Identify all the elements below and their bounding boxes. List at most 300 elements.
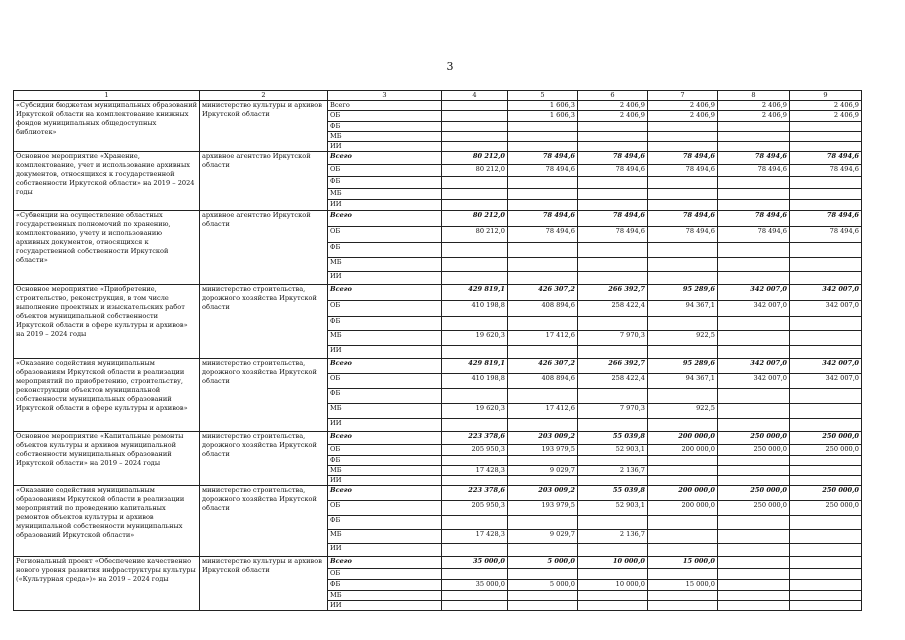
value-cell: 9 029,7 [508, 466, 578, 476]
value-cell [442, 569, 508, 580]
value-cell [508, 132, 578, 142]
value-cell [578, 346, 648, 359]
value-cell: 426 307,2 [508, 359, 578, 374]
funding-source: ОБ [328, 301, 442, 317]
value-cell [442, 476, 508, 486]
value-cell: 429 819,1 [442, 359, 508, 374]
table-row [14, 359, 862, 374]
value-cell [718, 569, 790, 580]
funding-source: ФБ [328, 177, 442, 189]
header-cell: 6 [578, 91, 648, 101]
table-header-row [14, 91, 862, 101]
value-cell: 78 494,6 [790, 152, 862, 165]
value-cell [648, 122, 718, 132]
value-cell [508, 591, 578, 601]
value-cell: 250 000,0 [790, 432, 862, 445]
value-cell [648, 544, 718, 557]
table-body [14, 91, 862, 611]
value-cell: 94 367,1 [648, 301, 718, 317]
value-cell: 52 903,1 [578, 501, 648, 516]
value-cell: 9 029,7 [508, 530, 578, 544]
value-cell [442, 317, 508, 331]
value-cell [578, 243, 648, 258]
value-cell: 10 000,0 [578, 557, 648, 569]
value-cell [648, 258, 718, 272]
value-cell [578, 200, 648, 211]
value-cell [790, 346, 862, 359]
value-cell [578, 456, 648, 466]
funding-source: ИИ [328, 346, 442, 359]
value-cell [718, 419, 790, 432]
value-cell [718, 346, 790, 359]
value-cell: 429 819,1 [442, 285, 508, 301]
value-cell [648, 601, 718, 611]
value-cell: 2 406,9 [790, 101, 862, 111]
value-cell [442, 200, 508, 211]
value-cell: 7 970,3 [578, 404, 648, 419]
value-cell [790, 601, 862, 611]
header-cell: 1 [14, 91, 200, 101]
value-cell: 193 979,5 [508, 501, 578, 516]
value-cell [508, 122, 578, 132]
value-cell [578, 569, 648, 580]
funding-source: ОБ [328, 227, 442, 243]
value-cell: 78 494,6 [718, 211, 790, 227]
value-cell: 78 494,6 [648, 165, 718, 177]
value-cell [718, 530, 790, 544]
value-cell [718, 591, 790, 601]
value-cell [578, 177, 648, 189]
header-cell: 3 [328, 91, 442, 101]
value-cell: 78 494,6 [508, 152, 578, 165]
value-cell [790, 389, 862, 404]
measure-name: Основное мероприятие «Хранение, комплектование, учет и использование архивных документов, относящихся к государственной собственности Иркутской области» на 2019 – 2024 годы [14, 152, 200, 211]
value-cell: 78 494,6 [508, 211, 578, 227]
funding-source: ИИ [328, 601, 442, 611]
executor: министерство строительства, дорожного хозяйства Иркутской области [200, 285, 328, 359]
value-cell [442, 591, 508, 601]
value-cell [790, 557, 862, 569]
value-cell [790, 569, 862, 580]
value-cell: 80 212,0 [442, 227, 508, 243]
value-cell: 80 212,0 [442, 165, 508, 177]
value-cell [718, 404, 790, 419]
value-cell [442, 272, 508, 285]
value-cell: 426 307,2 [508, 285, 578, 301]
executor: министерство культуры и архивов Иркутской области [200, 101, 328, 152]
value-cell [790, 272, 862, 285]
value-cell: 342 007,0 [790, 301, 862, 317]
funding-source: МБ [328, 258, 442, 272]
value-cell: 205 950,3 [442, 501, 508, 516]
value-cell [790, 243, 862, 258]
table-row [14, 486, 862, 501]
value-cell: 78 494,6 [790, 165, 862, 177]
funding-source: Всего [328, 101, 442, 111]
value-cell: 55 039,8 [578, 432, 648, 445]
value-cell [790, 317, 862, 331]
value-cell: 410 198,8 [442, 374, 508, 389]
value-cell: 80 212,0 [442, 152, 508, 165]
value-cell [718, 177, 790, 189]
funding-source: ФБ [328, 243, 442, 258]
value-cell [718, 243, 790, 258]
value-cell: 250 000,0 [718, 486, 790, 501]
value-cell: 78 494,6 [508, 227, 578, 243]
funding-source: ИИ [328, 142, 442, 152]
value-cell [578, 591, 648, 601]
value-cell [442, 544, 508, 557]
value-cell: 342 007,0 [718, 359, 790, 374]
value-cell: 200 000,0 [648, 432, 718, 445]
executor: министерство строительства, дорожного хозяйства Иркутской области [200, 432, 328, 486]
funding-source: ФБ [328, 122, 442, 132]
value-cell [648, 476, 718, 486]
value-cell [508, 142, 578, 152]
value-cell: 2 406,9 [790, 111, 862, 122]
value-cell: 408 894,6 [508, 374, 578, 389]
value-cell [578, 544, 648, 557]
value-cell [648, 132, 718, 142]
value-cell [578, 389, 648, 404]
value-cell [508, 317, 578, 331]
value-cell: 2 406,9 [718, 111, 790, 122]
value-cell: 258 422,4 [578, 301, 648, 317]
value-cell [508, 189, 578, 200]
value-cell [718, 389, 790, 404]
value-cell [508, 516, 578, 530]
value-cell: 193 979,5 [508, 445, 578, 456]
value-cell: 19 620,3 [442, 331, 508, 346]
funding-source: ИИ [328, 272, 442, 285]
value-cell [508, 569, 578, 580]
value-cell: 7 970,3 [578, 331, 648, 346]
value-cell: 17 428,3 [442, 530, 508, 544]
measure-name: «Оказание содействия муниципальным образованиям Иркутской области в реализации мероприятий по проведению капитальных ремонтов объектов культуры и архивов муниципальной собственности муниципальных образований Иркутской области» [14, 486, 200, 557]
measure-name: «Субвенции на осуществление областных государственных полномочий по хранению, комплектованию, учету и использованию архивных документов, относящихся к государственной собственности Иркутской области» [14, 211, 200, 285]
value-cell: 55 039,8 [578, 486, 648, 501]
value-cell: 5 000,0 [508, 557, 578, 569]
funding-source: Всего [328, 152, 442, 165]
value-cell: 342 007,0 [790, 285, 862, 301]
value-cell: 78 494,6 [578, 227, 648, 243]
funding-source: МБ [328, 132, 442, 142]
value-cell [442, 111, 508, 122]
value-cell [718, 122, 790, 132]
value-cell: 408 894,6 [508, 301, 578, 317]
funding-table [13, 90, 862, 611]
value-cell [648, 466, 718, 476]
value-cell: 200 000,0 [648, 486, 718, 501]
value-cell: 223 378,6 [442, 486, 508, 501]
value-cell [442, 122, 508, 132]
value-cell [790, 331, 862, 346]
value-cell [442, 142, 508, 152]
value-cell [508, 544, 578, 557]
funding-source: ФБ [328, 456, 442, 466]
value-cell [578, 476, 648, 486]
value-cell [578, 272, 648, 285]
value-cell [790, 591, 862, 601]
executor: министерство строительства, дорожного хозяйства Иркутской области [200, 359, 328, 432]
funding-source: Всего [328, 432, 442, 445]
value-cell: 2 136,7 [578, 466, 648, 476]
value-cell [718, 200, 790, 211]
value-cell: 78 494,6 [508, 165, 578, 177]
value-cell [718, 272, 790, 285]
value-cell [442, 243, 508, 258]
value-cell [718, 557, 790, 569]
value-cell [508, 601, 578, 611]
table-row [14, 432, 862, 445]
value-cell [718, 466, 790, 476]
funding-source: ФБ [328, 317, 442, 331]
value-cell: 250 000,0 [790, 501, 862, 516]
value-cell: 203 009,2 [508, 486, 578, 501]
value-cell: 250 000,0 [790, 445, 862, 456]
value-cell: 410 198,8 [442, 301, 508, 317]
value-cell: 258 422,4 [578, 374, 648, 389]
value-cell: 266 392,7 [578, 285, 648, 301]
value-cell: 922,5 [648, 404, 718, 419]
funding-source: МБ [328, 591, 442, 601]
value-cell [442, 346, 508, 359]
funding-source: ОБ [328, 501, 442, 516]
value-cell: 78 494,6 [648, 152, 718, 165]
value-cell [442, 132, 508, 142]
measure-name: «Субсидии бюджетам муниципальных образований Иркутской области на комплектование книжных фондов муниципальных общедоступных библиотек» [14, 101, 200, 152]
value-cell [790, 122, 862, 132]
value-cell [790, 200, 862, 211]
funding-source: ОБ [328, 165, 442, 177]
value-cell [442, 456, 508, 466]
header-cell: 4 [442, 91, 508, 101]
value-cell [790, 132, 862, 142]
value-cell: 223 378,6 [442, 432, 508, 445]
value-cell [508, 476, 578, 486]
value-cell: 203 009,2 [508, 432, 578, 445]
header-cell: 9 [790, 91, 862, 101]
value-cell [718, 142, 790, 152]
value-cell: 78 494,6 [578, 211, 648, 227]
table-row [14, 285, 862, 301]
value-cell [790, 177, 862, 189]
funding-source: Всего [328, 486, 442, 501]
value-cell [508, 272, 578, 285]
value-cell [648, 272, 718, 285]
value-cell: 250 000,0 [718, 432, 790, 445]
table-row [14, 101, 862, 111]
value-cell [508, 419, 578, 432]
value-cell: 1 606,3 [508, 101, 578, 111]
value-cell [648, 317, 718, 331]
value-cell [718, 580, 790, 591]
value-cell: 342 007,0 [790, 359, 862, 374]
value-cell [648, 530, 718, 544]
value-cell: 94 367,1 [648, 374, 718, 389]
funding-source: ИИ [328, 200, 442, 211]
value-cell [648, 389, 718, 404]
value-cell: 250 000,0 [718, 445, 790, 456]
value-cell [648, 456, 718, 466]
value-cell [718, 476, 790, 486]
value-cell [718, 317, 790, 331]
value-cell [648, 243, 718, 258]
executor: министерство строительства, дорожного хозяйства Иркутской области [200, 486, 328, 557]
value-cell: 35 000,0 [442, 557, 508, 569]
value-cell: 342 007,0 [718, 301, 790, 317]
value-cell [648, 200, 718, 211]
value-cell [790, 404, 862, 419]
measure-name: Основное мероприятие «Капитальные ремонты объектов культуры и архивов муниципальной собственности муниципальных образований Иркутской области» на 2019 – 2024 годы [14, 432, 200, 486]
value-cell: 17 412,6 [508, 331, 578, 346]
value-cell: 10 000,0 [578, 580, 648, 591]
value-cell [442, 177, 508, 189]
value-cell: 342 007,0 [718, 374, 790, 389]
value-cell [648, 177, 718, 189]
table-row [14, 557, 862, 569]
funding-source: ИИ [328, 476, 442, 486]
value-cell [442, 601, 508, 611]
funding-source: ИИ [328, 419, 442, 432]
funding-source: МБ [328, 404, 442, 419]
value-cell [578, 132, 648, 142]
value-cell: 200 000,0 [648, 501, 718, 516]
value-cell: 2 406,9 [578, 101, 648, 111]
value-cell: 15 000,0 [648, 557, 718, 569]
value-cell: 2 406,9 [648, 101, 718, 111]
value-cell: 266 392,7 [578, 359, 648, 374]
funding-source: ОБ [328, 445, 442, 456]
funding-source: МБ [328, 466, 442, 476]
executor: министерство культуры и архивов Иркутской области [200, 557, 328, 611]
value-cell: 78 494,6 [578, 165, 648, 177]
value-cell: 17 412,6 [508, 404, 578, 419]
value-cell: 15 000,0 [648, 580, 718, 591]
value-cell: 78 494,6 [648, 211, 718, 227]
value-cell [790, 419, 862, 432]
header-cell: 5 [508, 91, 578, 101]
header-cell: 7 [648, 91, 718, 101]
header-cell: 2 [200, 91, 328, 101]
value-cell: 80 212,0 [442, 211, 508, 227]
funding-source: МБ [328, 331, 442, 346]
value-cell: 200 000,0 [648, 445, 718, 456]
value-cell [790, 142, 862, 152]
value-cell: 2 136,7 [578, 530, 648, 544]
value-cell [790, 189, 862, 200]
table-row [14, 152, 862, 165]
value-cell [790, 530, 862, 544]
value-cell [442, 516, 508, 530]
page-number: 3 [446, 60, 454, 73]
value-cell [578, 419, 648, 432]
funding-source: ОБ [328, 374, 442, 389]
value-cell [790, 580, 862, 591]
value-cell: 342 007,0 [790, 374, 862, 389]
value-cell: 95 289,6 [648, 359, 718, 374]
value-cell [790, 516, 862, 530]
value-cell [790, 258, 862, 272]
value-cell [790, 456, 862, 466]
value-cell [508, 243, 578, 258]
funding-source: ФБ [328, 389, 442, 404]
value-cell: 2 406,9 [648, 111, 718, 122]
value-cell: 1 606,3 [508, 111, 578, 122]
funding-source: ФБ [328, 516, 442, 530]
value-cell: 78 494,6 [718, 165, 790, 177]
value-cell [442, 419, 508, 432]
value-cell [442, 101, 508, 111]
value-cell: 19 620,3 [442, 404, 508, 419]
value-cell: 5 000,0 [508, 580, 578, 591]
value-cell [578, 258, 648, 272]
funding-source: Всего [328, 557, 442, 569]
measure-name: Региональный проект «Обеспечение качественно нового уровня развития инфраструктуры культуры («Культурная среда»)» на 2019 – 2024 годы [14, 557, 200, 611]
value-cell [718, 516, 790, 530]
value-cell [718, 456, 790, 466]
value-cell [578, 142, 648, 152]
value-cell: 250 000,0 [790, 486, 862, 501]
value-cell: 250 000,0 [718, 501, 790, 516]
funding-source: МБ [328, 189, 442, 200]
value-cell: 35 000,0 [442, 580, 508, 591]
value-cell [648, 189, 718, 200]
value-cell [718, 331, 790, 346]
value-cell [578, 317, 648, 331]
value-cell [718, 544, 790, 557]
executor: архивное агентство Иркутской области [200, 152, 328, 211]
value-cell [718, 132, 790, 142]
value-cell [648, 516, 718, 530]
value-cell [578, 189, 648, 200]
funding-source: Всего [328, 211, 442, 227]
value-cell [442, 189, 508, 200]
value-cell: 78 494,6 [718, 152, 790, 165]
value-cell: 78 494,6 [718, 227, 790, 243]
funding-source: ИИ [328, 544, 442, 557]
value-cell [508, 456, 578, 466]
measure-name: Основное мероприятие «Приобретение, строительство, реконструкция, в том числе выполнение проектных и изыскательских работ объектов муниципальной собственности Иркутской области в сфере культуры и архивов» на 2019 – 2024 годы [14, 285, 200, 359]
value-cell [578, 122, 648, 132]
value-cell [578, 516, 648, 530]
value-cell: 78 494,6 [578, 152, 648, 165]
funding-source: ФБ [328, 580, 442, 591]
value-cell [648, 569, 718, 580]
value-cell [648, 346, 718, 359]
value-cell [790, 466, 862, 476]
value-cell [508, 346, 578, 359]
value-cell [442, 258, 508, 272]
value-cell [648, 419, 718, 432]
value-cell [508, 177, 578, 189]
value-cell: 17 428,3 [442, 466, 508, 476]
value-cell: 205 950,3 [442, 445, 508, 456]
funding-source: Всего [328, 359, 442, 374]
header-cell: 8 [718, 91, 790, 101]
value-cell [508, 258, 578, 272]
value-cell: 2 406,9 [578, 111, 648, 122]
funding-source: Всего [328, 285, 442, 301]
value-cell: 78 494,6 [790, 227, 862, 243]
value-cell [790, 476, 862, 486]
measure-name: «Оказание содействия муниципальным образованиям Иркутской области в реализации мероприятий по приобретению, строительству, реконструкции объектов муниципальной собственности муниципальных образований Иркутской области в сфере культуры и архивов» [14, 359, 200, 432]
value-cell [718, 258, 790, 272]
value-cell [718, 189, 790, 200]
value-cell [790, 544, 862, 557]
value-cell [578, 601, 648, 611]
value-cell [648, 142, 718, 152]
